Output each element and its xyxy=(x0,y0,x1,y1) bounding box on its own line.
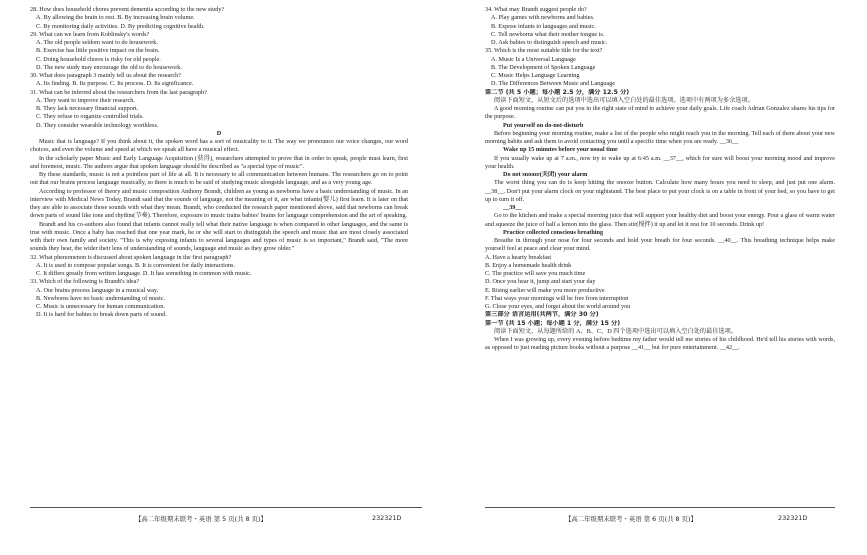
right-column xyxy=(485,6,835,353)
text-line: 34. What may Brandt suggest people do? xyxy=(485,6,587,13)
passage-d xyxy=(30,138,408,254)
text-line: C. Music is unnecessary for human communication. xyxy=(36,303,165,310)
text-line: 28. How does household chores prevent dementia according to the new study? xyxy=(30,6,225,13)
text-line: E. Rising earlier will make you more productive xyxy=(485,286,605,294)
left-footer-rule xyxy=(30,507,422,508)
text-line: D. It is hard for babies to break down parts of sound. xyxy=(36,311,167,319)
text-line: B. Expose infants to languages and music. xyxy=(491,22,596,30)
right-footer-rule xyxy=(485,507,835,508)
text-line: B. Enjoy a homemade health drink xyxy=(485,261,572,269)
text-line: C. They refuse to organize controlled trials. xyxy=(36,113,144,121)
left-footer-label: 【高二年级期末联考・英语 第 5 页(共 8 页)】 xyxy=(135,515,267,523)
text-line: B. The Development of Spoken Language xyxy=(491,63,596,71)
subheading: Wake up 15 minutes before your usual time xyxy=(503,146,618,154)
passage-d-title: D xyxy=(216,129,222,137)
text-line: 33. Which of the following is Brandt's idea? xyxy=(30,278,140,286)
passage-paragraph: By these standards, music is not a pointless part of life at all. It is necessary to all communication between humans. The researchers go on to point out that our brains process language musically, so there is much to be said of studying music alongside language, and as a very young age. xyxy=(30,171,408,187)
section2-heading: 第二节 (共 5 小题；每小题 2.5 分，满分 12.5 分) xyxy=(485,88,630,96)
right-footer-label: 【高二年级期末联考・英语 第 6 页(共 8 页)】 xyxy=(565,515,697,523)
left-column xyxy=(30,6,408,320)
text-line: D. The new study may encourage the old to do housework. xyxy=(36,63,182,71)
section2-intro: A good morning routine can put you in the right state of mind to achieve your daily goals. Life coach Adrian Gonzalez shares his tips for the purpose. xyxy=(485,105,835,121)
passage-paragraph: Before beginning your morning routine, make a list of the people who might reach you in the morning. Tell each of them about your new morning habits and ask them to avoid contacting you until a specific time when you are ready. __36__ xyxy=(485,129,835,145)
passage-paragraph: If you usually wake up at 7 a.m., now try to wake up at 6:45 a.m. __37__, which for sure will boost your morning mood and improve your health. xyxy=(485,154,835,170)
text-line: C. It differs greatly from written language. D. It has something in common with music. xyxy=(36,270,252,277)
passage-paragraph: Go to the kitchen and make a special morning juice that will support your healthy diet and boost your energy. Pour a glass of warm water and squeeze the juice of half a lemon into the glass. Then stir(搅拌) it up and let it rest for 10 seconds. Drink up! xyxy=(485,212,835,228)
text-line: A. They want to improve their research. xyxy=(36,96,135,104)
part3-heading: 第三部分 语言运用(共两节，满分 30 分) xyxy=(485,311,599,319)
text-line: C. The practice will save you much time xyxy=(485,270,586,277)
section2-instruction: 阅读下面短文，从短文后的选项中选出可以填入空白处的最佳选项。选项中有两项为多余选项。 xyxy=(494,96,754,104)
subheading: Practice collected conscious breathing xyxy=(503,228,604,236)
text-line: A. Our brains process language in a musical way. xyxy=(36,286,159,294)
text-line: A. It is used to compose popular songs. B. It is convenient for daily interactions. xyxy=(36,261,235,269)
part3-section1: 第一节 (共 15 小题；每小题 1 分，满分 15 分) xyxy=(485,319,621,327)
left-question-block xyxy=(30,6,408,130)
text-line: B. Exercise has little positive impact on the brain. xyxy=(36,47,160,55)
left-footer-code: 232321D xyxy=(372,514,402,522)
text-line: A. Music Is a Universal Language xyxy=(491,55,576,63)
section2-passage xyxy=(485,122,835,254)
passage-paragraph: In the scholarly paper Music and Early Language Acquisition (获得), researchers attempted to prove that in order to speak, people must learn, first and foremost, music. The authors argue that spoken language should be described as "a special type of music". xyxy=(30,154,408,170)
text-line: D. The Differences Between Music and Language xyxy=(491,80,615,88)
text-line: A. Play games with newborns and babies. xyxy=(491,14,595,22)
text-line: A. The old people seldom want to do housework. xyxy=(36,39,158,46)
text-line: 35. Which is the most suitable title for the text? xyxy=(485,47,603,55)
text-line: D. They consider wearable technology worthless. xyxy=(36,121,159,129)
part3-text: When I was growing up, every evening before bedtime my father would tell me stories of his childhood. He'd tell his stories with words, as opposed to just reading picture books without a purpose __41__ but for pure entertainment. __42__. xyxy=(485,336,835,352)
passage-paragraph: The worst thing you can do is keep hitting the snooze button. Calculate how many hours you need to sleep, and just put one alarm. __38__. Don't put your alarm clock on your nightstand. The best place to put your clock is on a table in front of your bed, so you have to get up to turn it off. xyxy=(485,179,835,203)
right-footer-code: 232321D xyxy=(778,514,808,522)
left-question-block-2 xyxy=(30,254,408,320)
text-line: 30. What does paragraph 3 mainly tell us about the research? xyxy=(30,72,181,79)
text-line: A. Have a hearty breakfast xyxy=(485,253,552,261)
subheading: Put yourself on do-not-disturb xyxy=(503,121,584,129)
part3-instruction: 阅读下面短文，从每题所给的 A、B、C、D 四个选项中选出可以填入空白处的最佳选项。 xyxy=(494,327,738,335)
passage-paragraph: According to professor of theory and music composition Anthony Brandt, children as young as newborns have a basic understanding of music. In an interview with Medical News Today, Brandt said that the sounds of language, not the meaning of it, are what infants(婴儿) first learn. It is later on that they are able to associate those sounds with what they mean. Brandt, who conducted the research paper mentioned above, said that newborns can break down parts of sound like tone and rhythm(节奏). Therefore, exposure to music trains babies' brains for language comprehension and the art of speaking. xyxy=(30,187,408,220)
passage-paragraph: Breathe in through your nose for four seconds and hold your breath for four seconds. __40__. This breathing technique helps make yourself feel at peace and clear your mind. xyxy=(485,237,835,253)
text-line: D. Ask babies to distinguish speech and music. xyxy=(491,39,608,46)
text-line: 32. What phenomenon is discussed about spoken language in the first paragraph? xyxy=(30,253,232,261)
text-line: F. That ways your mornings will be free from interruption xyxy=(485,294,629,302)
text-line: C. By monitoring daily activities. D. By predicting cognitive health. xyxy=(36,22,205,30)
text-line: C. Tell newborns what their mother tongue is. xyxy=(491,30,605,38)
passage-paragraph: Music that is language? If you think about it, the spoken word has a sort of musicality to it. The way we pronounce our voice changes, our word choices, and even the volume and speed at which we speak all have a musical effect. xyxy=(30,138,408,154)
text-line: A. By allowing the brain to rest. B. By increasing brain volume. xyxy=(36,14,195,22)
text-line: B. Newborns have no basic understanding of music. xyxy=(36,294,166,302)
text-line: 29. What can we learn from Koblinsky's words? xyxy=(30,30,150,38)
subheading: __39__ xyxy=(503,204,522,211)
text-line: D. Once you hear it, jump and start your day xyxy=(485,278,596,286)
text-line: C. Doing household chores is risky for old people. xyxy=(36,55,161,63)
text-line: G. Close your eyes, and forget about the world around you xyxy=(485,303,631,310)
passage-paragraph: Brandt and his co-authors also found that infants cannot really tell what their native language is when compared to other languages, and the same is true with music. Once a baby has reached that one year mark, he or she will start to distinguish the speech and music that are most closely associated with their own family and society. "This is why exposing infants to several languages and types of music is so important," Brandt said, "The more sounds they hear, the wider their lens of understanding of sounds, language and music as they grow older." xyxy=(30,220,408,253)
text-line: B. They lack necessary financial support. xyxy=(36,105,139,112)
right-question-block xyxy=(485,6,835,89)
text-line: A. Its finding. B. Its purpose. C. Its process. D. Its significance. xyxy=(36,80,194,88)
text-line: C. Music Helps Language Learning xyxy=(491,72,580,79)
text-line: 31. What can be inferred about the researchers from the last paragraph? xyxy=(30,88,207,96)
subheading: Do not snooze(关闭) your alarm xyxy=(503,171,588,178)
section2-options xyxy=(485,254,835,312)
